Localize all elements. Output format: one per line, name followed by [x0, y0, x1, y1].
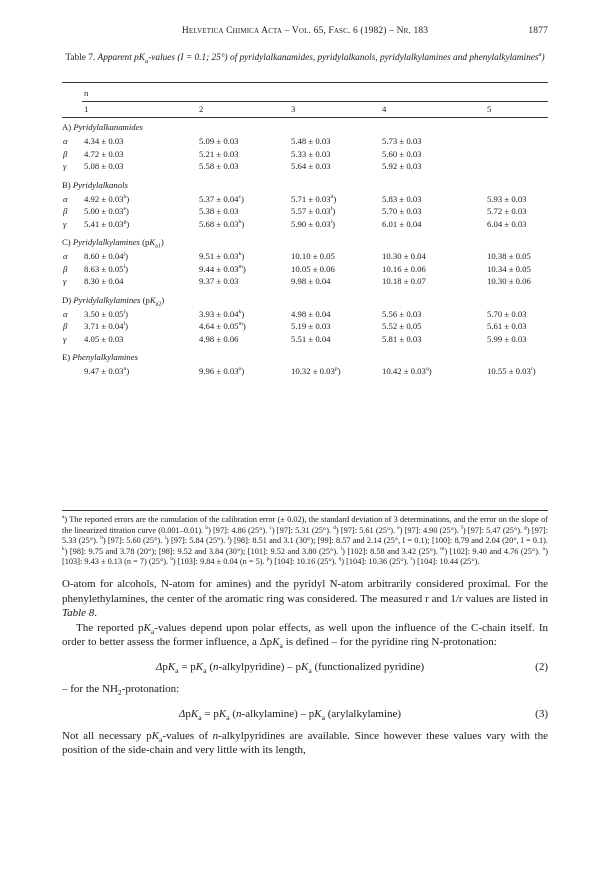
table-caption — [62, 53, 548, 65]
section-label: B) Pyridylalkanols — [62, 179, 128, 190]
value-cell: 10.38 ± 0.05 — [487, 251, 531, 261]
column-header: 3 — [291, 104, 296, 114]
value-cell: 5.72 ± 0.03 — [487, 206, 527, 216]
value-cell: 5.48 ± 0.03 — [291, 136, 331, 146]
value-cell: 5.93 ± 0.03 — [487, 193, 527, 204]
value-cell: 10.10 ± 0.05 — [291, 251, 335, 261]
value-cell: 6.01 ± 0.04 — [382, 218, 422, 229]
position-label: α — [63, 193, 68, 204]
running-head — [62, 26, 548, 40]
value-cell: 5.38 ± 0.03 — [199, 206, 239, 216]
value-cell: 5.09 ± 0.03 — [199, 136, 239, 146]
value-cell: 10.18 ± 0.07 — [382, 276, 426, 286]
value-cell: 5.70 ± 0.03 — [487, 308, 527, 319]
value-cell: 5.08 ± 0.03 — [84, 161, 124, 171]
value-cell: $3.93 \pm 0.04^k$) — [199, 308, 245, 319]
header-subrule — [82, 101, 548, 102]
equation-3 — [62, 703, 548, 725]
value-cell: 5.56 ± 0.03 — [382, 308, 422, 319]
value-cell: 5.99 ± 0.03 — [487, 333, 527, 344]
position-label: β — [63, 321, 68, 331]
value-cell: 5.83 ± 0.03 — [382, 193, 422, 204]
paragraph-2: The reported $pK_a$-values depend upon polar effects, as well upon the influence of the C-chain itself. In order to better assess the former influence, a ΔpK$_a$ is defined – for the pyridine ring N-protonation: — [62, 621, 548, 651]
table-top-rule — [62, 82, 548, 83]
table-bottom-rule — [62, 510, 548, 511]
value-cell: 4.05 ± 0.03 — [84, 333, 124, 344]
column-header: 5 — [487, 104, 492, 114]
value-cell: 5.60 ± 0.03 — [382, 148, 422, 159]
equation-3-number: (3) — [535, 707, 548, 720]
value-cell: 10.16 ± 0.06 — [382, 263, 426, 274]
footnote-text: $^a$) The reported errors are the cumulation of the calibration error (± 0.02), the standard deviation of 3 determinations, and the error on the slope of the linearized titration curve (0.001–0.01). $^b$) [97]: 4.86 (25°). $^c$) [97]: 5.31 (25°). $^d$) [97]: 5.61 (25°). $^e$) [97]: 4.90 (25°). $^f$) [97]: 5.47 (25°). $^g$) [97]: 5.33 (25°). $^h$) [97]: 5.60 (25°). $^i$) [97]: 5.84 (25°). $^j$) [98]: 8.51 and 3.1 (30°); [99]: 8.57 and 2.14 (25°, I = 0.1); [100]: 8.79 and 2.04 (20°, I = 0.1). $^k$) [98]: 9.75 and 3.78 (20°); [98]: 9.52 and 3.84 (30°); [101]: 9.52 and 3.80 (25°). $^l$) [102]: 8.58 and 3.42 (25°). $^m$) [102]: 9.40 and 4.76 (25°). $^n$) [103]: 9.43 ± 0.13 (n = 7) (25°). $^o$) [103]: 9.84 ± 0.04 (n = 5). $^p$) [104]: 10.16 (25°). $^q$) [104]: 10.36 (25°). $^r$) [104]: 10.44 (25°). — [62, 514, 548, 567]
value-cell: 5.19 ± 0.03 — [291, 321, 331, 331]
value-cell: 5.61 ± 0.03 — [487, 321, 527, 331]
section-label: E) Phenylalkylamines — [62, 352, 138, 362]
equation-3-expression: $\Delta pK_a = pK_a$ (n-alkylamine) – $pK_a$ (arylalkylamine) — [178, 707, 402, 722]
value-cell: 5.92 ± 0.03 — [382, 161, 422, 171]
page-number: 1877 — [528, 26, 548, 36]
value-cell: 5.37 ± 0.04$^c$) — [199, 193, 244, 204]
column-header: 2 — [199, 104, 204, 114]
value-cell: 6.04 ± 0.03 — [487, 218, 527, 229]
body-text — [62, 577, 548, 758]
value-cell: $8.63 \pm 0.05^l$) — [84, 263, 129, 274]
value-cell: 5.57 ± 0.03$^f$) — [291, 206, 336, 216]
position-label: α — [63, 136, 68, 146]
value-cell: $10.32 \pm 0.03^p$) — [291, 366, 341, 376]
section-label: D) Pyridylalkylamines $(pK_{a2})$ — [62, 294, 165, 308]
value-cell: $5.90 \pm 0.03^i$) — [291, 218, 336, 229]
header-bottom-rule — [62, 117, 548, 118]
value-cell: 5.51 ± 0.04 — [291, 333, 331, 344]
n-header: n — [84, 88, 89, 98]
value-cell: $4.64 \pm 0.05^m$) — [199, 321, 246, 331]
value-cell: 4.72 ± 0.03 — [84, 148, 124, 159]
value-cell: 10.30 ± 0.04 — [382, 251, 426, 261]
value-cell: 5.68 ± 0.03$^h$) — [199, 218, 245, 229]
paragraph-3: Not all necessary $pK_a$-values of n-alkylpyridines are available. Since however these values vary with the position of the side-chain and very little with its length, — [62, 729, 548, 757]
value-cell: 5.71 ± 0.03$^d$) — [291, 193, 337, 204]
section-label: A) Pyridylalkanamides — [62, 122, 143, 132]
position-label: β — [63, 263, 68, 274]
value-cell: 10.05 ± 0.06 — [291, 263, 335, 274]
value-cell: 4.34 ± 0.03 — [84, 136, 124, 146]
column-header: 1 — [84, 104, 89, 114]
value-cell: 10.34 ± 0.05 — [487, 263, 531, 274]
position-label: α — [63, 308, 68, 319]
journal-title: Helvetica Chimica Acta – Vol. 65, Fasc. 6 (1982) – Nr. 183 — [181, 26, 429, 36]
value-cell: 5.41 ± 0.03$^g$) — [84, 218, 130, 229]
position-label: β — [63, 148, 68, 159]
value-cell: $10.55 \pm 0.03^r$) — [487, 366, 536, 376]
value-cell: $9.47 \pm 0.03^n$) — [84, 366, 130, 376]
equation-2-number: (2) — [535, 660, 548, 673]
value-cell: 10.30 ± 0.06 — [487, 276, 531, 286]
column-header: 4 — [382, 104, 387, 114]
table-label: Table 7. — [65, 53, 96, 63]
value-cell: 5.21 ± 0.03 — [199, 148, 239, 159]
value-cell: 5.33 ± 0.03 — [291, 148, 331, 159]
value-cell: 9.37 ± 0.03 — [199, 276, 239, 286]
equation-2 — [62, 656, 548, 678]
table-title: Apparent $pK_a$-values (I = 0.1; 25°) of pyridylalkanamides, pyridylalkanols, pyridylalkylamines and phenylalkylamines$^a$) — [97, 51, 545, 65]
value-cell: $9.96 \pm 0.03^o$) — [199, 366, 245, 376]
value-cell: $3.71 \pm 0.04^l$) — [84, 321, 129, 331]
position-label: γ — [63, 218, 67, 229]
value-cell: 5.00 ± 0.03$^e$) — [84, 206, 129, 216]
value-cell: 5.58 ± 0.03 — [199, 161, 239, 171]
value-cell: 8.30 ± 0.04 — [84, 276, 124, 286]
value-cell: 5.52 ± 0.05 — [382, 321, 422, 331]
value-cell: 5.64 ± 0.03 — [291, 161, 331, 171]
value-cell: 5.70 ± 0.03 — [382, 206, 422, 216]
position-label: α — [63, 251, 68, 261]
value-cell: 9.98 ± 0.04 — [291, 276, 331, 286]
value-cell: $10.42 \pm 0.03^q$) — [382, 366, 432, 376]
value-cell: 4.98 ± 0.06 — [199, 333, 239, 344]
position-label: γ — [63, 161, 67, 171]
equation-2-expression: $\Delta pK_a = pK_a$ (n-alkylpyridine) – $pK_a$ (functionalized pyridine) — [155, 660, 425, 676]
value-cell: 5.81 ± 0.03 — [382, 333, 422, 344]
value-cell: 5.73 ± 0.03 — [382, 136, 422, 146]
section-label: C) Pyridylalkylamines $(pK_{a1})$ — [62, 237, 164, 250]
value-cell: 4.92 ± 0.03$^b$) — [84, 193, 130, 204]
position-label: β — [63, 206, 68, 216]
paragraph-nh2: – for the $NH_2$-protonation: — [62, 682, 180, 698]
value-cell: $9.44 \pm 0.03^m$) — [199, 263, 246, 274]
position-label: γ — [63, 276, 67, 286]
value-cell: $9.51 \pm 0.03^k$) — [199, 251, 245, 261]
value-cell: $8.60 \pm 0.04^j$) — [84, 251, 129, 261]
table-footnotes — [62, 515, 548, 568]
value-cell: $3.50 \pm 0.05^j$) — [84, 308, 129, 319]
paragraph-1: O-atom for alcohols, N-atom for amines) and the pyridyl N-atom arbitrarily considered proximal. For the phenylethylamines, the center of the aromatic ring was considered. The measured r and 1/r values are listed in Table 8. — [62, 578, 548, 620]
value-cell: 4.98 ± 0.04 — [291, 308, 331, 319]
position-label: γ — [63, 333, 67, 344]
